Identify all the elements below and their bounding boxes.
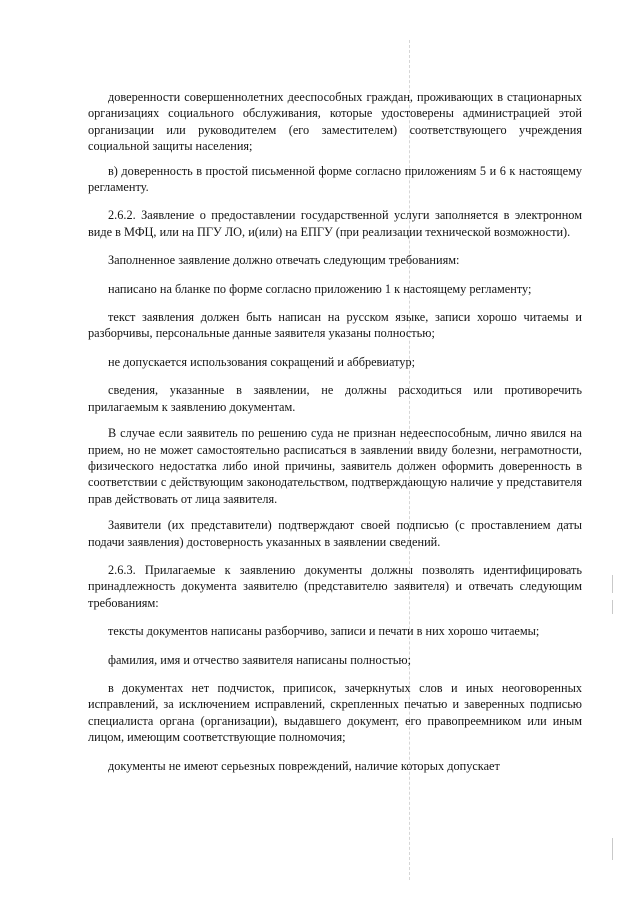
paragraph-form-appendix-1: написано на бланке по форме согласно приложению 1 к настоящему регламенту;: [108, 281, 532, 296]
scan-edge-mark: [612, 600, 613, 614]
paragraph-legible-documents: тексты документов написаны разборчиво, записи и печати в них хорошо читаемы;: [108, 624, 540, 639]
scan-edge-mark: [612, 838, 613, 860]
paragraph-2-6-3: 2.6.3. Прилагаемые к заявлению документы должны позволять идентифицировать принадлежность документа заявителю (представителю заявителя) и отвечать следующим требованиям:: [88, 562, 582, 610]
scan-edge-mark: [612, 575, 613, 593]
paragraph-simple-written-power-of-attorney: в) доверенность в простой письменной форме согласно приложениям 5 и 6 к настоящему регламенту.: [88, 163, 582, 195]
document-body: [88, 89, 582, 774]
paragraph-applicant-signature: Заявители (их представители) подтверждают своей подписью (с проставлением даты подачи заявления) достоверность указанных в заявлении сведений.: [88, 518, 582, 549]
paragraph-applicant-cannot-sign: В случае если заявитель по решению суда не признан недееспособным, лично явился на прием, но не может самостоятельно расписаться в заявлении ввиду болезни, неграмотности, физического недостатка либо иной причины, заявитель должен оформить доверенность в соответствии с действующим законодательством, подтверждающую наличие у представителя прав действовать от лица заявителя.: [88, 426, 582, 506]
paragraph-no-damage: документы не имеют серьезных повреждений, наличие которых допускает: [108, 758, 500, 773]
paragraph-full-name: фамилия, имя и отчество заявителя написаны полностью;: [108, 652, 412, 667]
paragraph-russian-language: текст заявления должен быть написан на русском языке, записи хорошо читаемы и разборчивы, персональные данные заявителя указаны полностью;: [88, 310, 582, 341]
paragraph-no-corrections: в документах нет подчисток, приписок, зачеркнутых слов и иных неоговоренных исправлений, за исключением исправлений, скрепленных печатью и заверенных подписью специалиста органа (организации), выдавшего документ, его правопреемником или иным лицом, имеющим соответствующие полномочия;: [88, 680, 582, 745]
paragraph-2-6-2: 2.6.2. Заявление о предоставлении государственной услуги заполняется в электронном виде в МФЦ, или на ПГУ ЛО, и(или) на ЕПГУ (при реализации технической возможности).: [88, 208, 582, 239]
paragraph-consistency: сведения, указанные в заявлении, не должны расходиться или противоречить прилагаемым к заявлению документам.: [88, 383, 582, 414]
paragraph-power-of-attorney-institutions: доверенности совершеннолетних дееспособных граждан, проживающих в стационарных организациях социального обслуживания, которые удостоверены администрацией этой организации или руководителем (его заместителем) соответствующего учреждения социальной защиты населения;: [88, 90, 582, 154]
paragraph-no-abbreviations: не допускается использования сокращений и аббревиатур;: [108, 354, 416, 369]
paragraph-requirements-intro: Заполненное заявление должно отвечать следующим требованиям:: [108, 253, 460, 268]
